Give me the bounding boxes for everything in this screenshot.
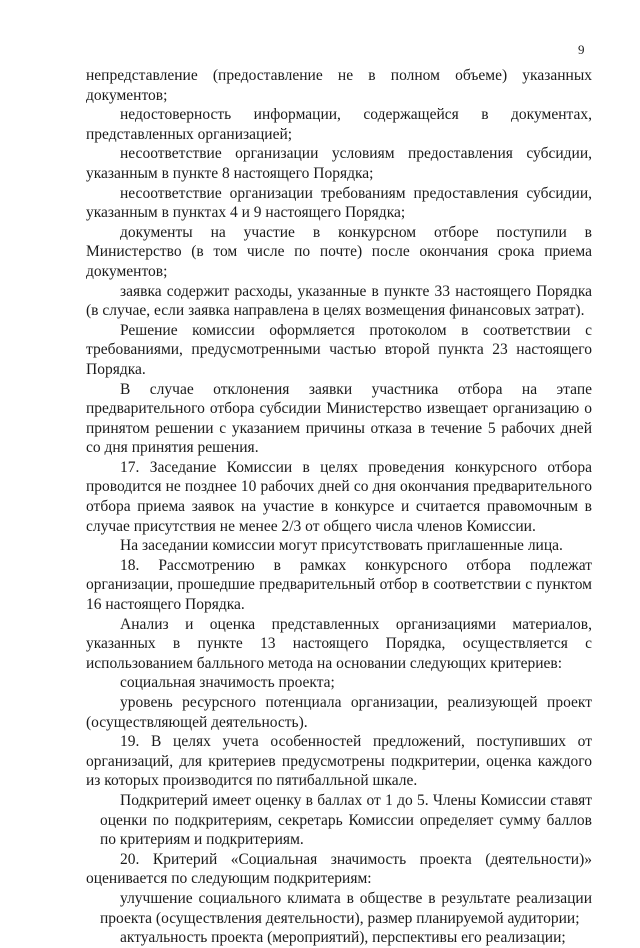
page-number: 9 [578,42,585,57]
paragraph: несоответствие организации требованиям предоставления субсидии, указанным в пунктах 4 и 9 настоящего Порядка; [86,184,592,222]
paragraph: уровень ресурсного потенциала организации, реализующей проект (осуществляющей деятельность). [86,694,592,731]
paragraph: актуальность проекта (мероприятий), перспективы его реализации; [120,929,566,947]
paragraph: улучшение социального климата в обществе в результате реализации проекта (осуществления деятельности), размер планируемой аудитории; [100,889,592,927]
paragraph: непредставление (предоставление не в полном объеме) указанных документов; [86,67,592,104]
paragraph: Подкритерий имеет оценку в баллах от 1 до 5. Члены Комиссии ставят оценки по подкритериям, секретарь Комиссии определяет сумму баллов по критериям и подкритериям. [100,791,592,849]
paragraph: Анализ и оценка представленных организациями материалов, указанных в пункте 13 настоящего Порядка, осуществляется с использованием балльного метода на основании следующих критериев: [86,615,592,672]
paragraph: На заседании комиссии могут присутствовать приглашенные лица. [120,537,563,555]
document-body [86,66,592,948]
paragraph: В случае отклонения заявки участника отбора на этапе предварительного отбора субсидии Министерство извещает организацию о принятом решении с указанием причины отказа в течение 5 рабочих дней со дня принятия решения. [86,380,592,457]
paragraph: 20. Критерий «Социальная значимость проекта (деятельности)» оценивается по следующим подкритериям: [86,850,592,888]
paragraph: недостоверность информации, содержащейся в документах, представленных организацией; [86,106,592,143]
paragraph: 19. В целях учета особенностей предложений, поступивших от организаций, для критериев предусмотрены подкритерии, оценка каждого из которых производится по пятибалльной шкале. [86,733,592,790]
paragraph: социальная значимость проекта; [120,674,335,692]
paragraph: документы на участие в конкурсном отборе поступили в Министерство (в том числе по почте) после окончания срока приема документов; [86,223,592,280]
paragraph: 18. Рассмотрению в рамках конкурсного отбора подлежат организации, прошедшие предварительный отбор в соответствии с пунктом 16 настоящего Порядка. [86,556,592,614]
paragraph: 17. Заседание Комиссии в целях проведения конкурсного отбора проводится не позднее 10 рабочих дней со дня окончания предварительного отбора приема заявок на участие в конкурсе и считается правомочным в случае присутствия не менее 2/3 от общего числа членов Комиссии. [86,458,592,535]
paragraph: Решение комиссии оформляется протоколом в соответствии с требованиями, предусмотренными частью второй пункта 23 настоящего Порядка. [86,321,592,378]
paragraph: заявка содержит расходы, указанные в пункте 33 настоящего Порядка (в случае, если заявка направлена в целях возмещения финансовых затрат). [86,282,592,320]
paragraph: несоответствие организации условиям предоставления субсидии, указанным в пункте 8 настоящего Порядка; [86,145,592,182]
